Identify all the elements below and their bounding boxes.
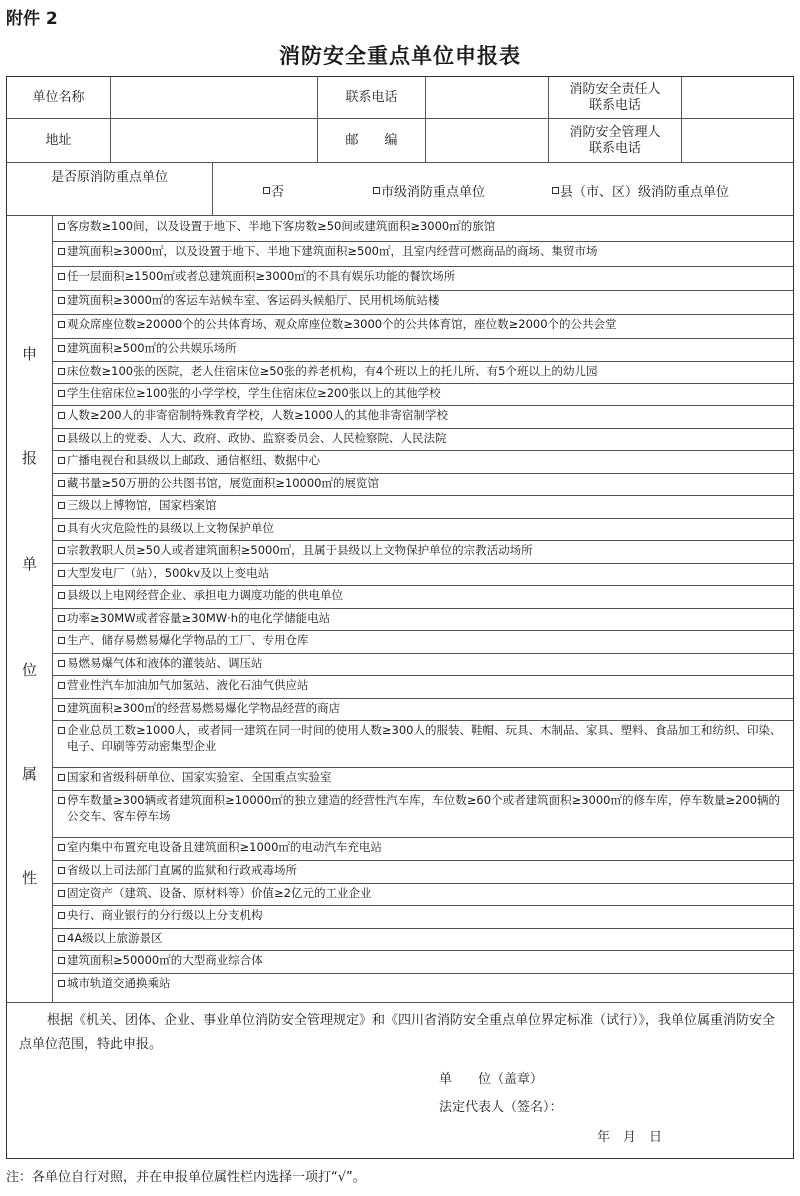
attribute-option[interactable] (58, 542, 787, 563)
attribute-option-label: 建筑面积≥3000㎡，以及设置于地下、半地下建筑面积≥500㎡，且室内经营可燃商品的商场、集贸市场 (67, 244, 598, 258)
phone-field[interactable] (426, 77, 548, 118)
attribute-option[interactable] (58, 975, 787, 1002)
checkbox-icon[interactable] (58, 890, 65, 897)
checkbox-icon[interactable] (58, 547, 65, 554)
checkbox-icon[interactable] (58, 273, 65, 280)
checkbox-icon[interactable] (58, 435, 65, 442)
attribute-option[interactable] (58, 520, 787, 540)
attribute-option-label: 学生住宿床位≥100张的小学学校，学生住宿床位≥200张以上的其他学校 (67, 386, 441, 400)
checkbox-icon[interactable] (58, 867, 65, 874)
checkbox-icon[interactable] (58, 912, 65, 919)
checkbox-icon[interactable] (58, 592, 65, 599)
responsible-person-label: 消防安全责任人 联系电话 (569, 81, 661, 113)
checkbox-icon[interactable] (58, 457, 65, 464)
side-char: 位 (21, 661, 37, 679)
attribute-option-label: 观众席座位数≥20000个的公共体育场、观众席座位数≥3000个的公共体育馆，座位数≥2000个的公共会堂 (67, 317, 617, 331)
address-field[interactable] (111, 119, 317, 162)
option-no[interactable] (263, 181, 284, 200)
option-city-level[interactable] (373, 181, 485, 200)
side-char: 性 (21, 869, 37, 887)
attribute-option-label: 大型发电厂（站），500kv及以上变电站 (67, 566, 270, 580)
attribute-option[interactable] (58, 632, 787, 653)
attribute-option[interactable] (58, 769, 787, 790)
option-county-level-label: 县（市、区）级消防重点单位 (560, 185, 730, 200)
checkbox-icon[interactable] (263, 187, 270, 194)
attribute-option[interactable] (58, 907, 787, 928)
attribute-option[interactable] (58, 587, 787, 608)
checkbox-icon[interactable] (58, 797, 65, 804)
footnote: 注：各单位自行对照，并在申报单位属性栏内选择一项打“√”。 (6, 1170, 366, 1185)
unit-name-field[interactable] (111, 77, 317, 118)
checkbox-icon[interactable] (58, 525, 65, 532)
attribute-option-label: 藏书量≥50万册的公共图书馆，展览面积≥10000㎡的展览馆 (67, 476, 379, 490)
postcode-label: 邮 编 (345, 132, 398, 148)
attribute-option-label: 省级以上司法部门直属的监狱和行政戒毒场所 (67, 863, 297, 877)
side-char: 单 (21, 555, 37, 573)
checkbox-icon[interactable] (58, 223, 65, 230)
attribute-option-label: 广播电视台和县级以上邮政、通信枢纽、数据中心 (67, 453, 320, 467)
option-county-level[interactable] (552, 181, 729, 200)
attribute-option[interactable] (58, 340, 787, 361)
checkbox-icon[interactable] (58, 297, 65, 304)
checkbox-icon[interactable] (58, 321, 65, 328)
side-char: 申 (21, 345, 37, 363)
side-char: 报 (21, 449, 37, 467)
checkbox-icon[interactable] (58, 727, 65, 734)
attribute-option[interactable] (58, 292, 787, 314)
attribute-option-label: 营业性汽车加油加气加氢站、液化石油气供应站 (67, 678, 309, 692)
attribute-option-label: 建筑面积≥3000㎡的客运车站候车室、客运码头候船厅、民用机场航站楼 (67, 293, 440, 307)
checkbox-icon[interactable] (58, 660, 65, 667)
option-no-label: 否 (271, 185, 285, 200)
declaration-form (6, 76, 794, 1159)
attribute-option-label: 央行、商业银行的分行级以上分支机构 (67, 908, 263, 922)
checkbox-icon[interactable] (58, 637, 65, 644)
original-key-unit-question: 是否原消防重点单位 (50, 170, 168, 185)
checkbox-icon[interactable] (58, 480, 65, 487)
attribute-option-label: 停车数量≥300辆或者建筑面积≥10000㎡的独立建造的经营性汽车库，车位数≥60个或者建筑面积≥3000㎡的修车库，停车数量≥200辆的公交车、客车停车场 (67, 793, 781, 823)
declaration-text: 根据《机关、团体、企业、事业单位消防安全管理规定》和《四川省消防安全重点单位界定标准（试行）》，我单位属重消防安全点单位范围，特此申报。 (19, 1013, 776, 1052)
attribute-option-label: 具有火灾危险性的县级以上文物保护单位 (67, 521, 274, 535)
attribute-option[interactable] (58, 722, 787, 767)
attribute-option[interactable] (58, 452, 787, 473)
side-char: 属 (21, 765, 37, 783)
checkbox-icon[interactable] (58, 980, 65, 987)
attribute-option-label: 床位数≥100张的医院，老人住宿床位≥50张的养老机构，有4个班以上的托儿所、有5个班以上的幼儿园 (67, 364, 598, 378)
attribute-option[interactable] (58, 316, 787, 338)
attribute-option-label: 功率≥30MW或者容量≥30MW·h的电化学储能电站 (67, 611, 331, 625)
attribute-option-label: 县级以上的党委、人大、政府、政协、监察委员会、人民检察院、人民法院 (67, 431, 447, 445)
attachment-label: 附件 2 (6, 9, 58, 29)
attribute-option[interactable] (58, 268, 787, 290)
attribute-option-label: 4A级以上旅游景区 (67, 931, 163, 945)
checkbox-icon[interactable] (58, 390, 65, 397)
checkbox-icon[interactable] (58, 615, 65, 622)
checkbox-icon[interactable] (58, 844, 65, 851)
checkbox-icon[interactable] (58, 412, 65, 419)
attribute-option-label: 室内集中布置充电设备且建筑面积≥1000㎡的电动汽车充电站 (67, 840, 382, 854)
attribute-option[interactable] (58, 218, 787, 241)
attribute-option-label: 国家和省级科研单位、国家实验室、全国重点实验室 (67, 770, 332, 784)
manager-phone-field[interactable] (682, 119, 792, 162)
attribute-option-label: 城市轨道交通换乘站 (67, 976, 171, 990)
checkbox-icon[interactable] (58, 502, 65, 509)
attribute-option[interactable] (58, 677, 787, 698)
checkbox-icon[interactable] (58, 570, 65, 577)
address-label: 地址 (45, 132, 72, 148)
attribute-option[interactable] (58, 700, 787, 720)
attribute-option[interactable] (58, 363, 787, 383)
date-label: 年 月 日 (597, 1130, 663, 1145)
legal-representative-label: 法定代表人（签名）： (439, 1100, 563, 1115)
attribute-option[interactable] (58, 885, 787, 905)
unit-seal-label: 单 位（盖章） (439, 1072, 544, 1087)
checkbox-icon[interactable] (58, 935, 65, 942)
checkbox-icon[interactable] (58, 345, 65, 352)
attribute-option[interactable] (58, 839, 787, 860)
attribute-option[interactable] (58, 497, 787, 518)
attribute-option-label: 三级以上博物馆，国家档案馆 (67, 498, 217, 512)
attribute-option-label: 县级以上电网经营企业、承担电力调度功能的供电单位 (67, 588, 343, 602)
attribute-option-label: 建筑面积≥300㎡的经营易燃易爆化学物品经营的商店 (67, 701, 341, 715)
checkbox-icon[interactable] (58, 705, 65, 712)
attribute-option-label: 建筑面积≥50000㎡的大型商业综合体 (67, 953, 263, 967)
attribute-option-label: 易燃易爆气体和液体的灌装站、调压站 (67, 656, 263, 670)
attribute-option[interactable] (58, 862, 787, 883)
checkbox-icon[interactable] (58, 774, 65, 781)
attribute-option[interactable] (58, 930, 787, 950)
checkbox-icon[interactable] (58, 957, 65, 964)
attribute-option[interactable] (58, 655, 787, 675)
checkbox-icon[interactable] (58, 248, 65, 255)
attribute-option[interactable] (58, 952, 787, 973)
attribute-option-label: 固定资产（建筑、设备、原材料等）价值≥2亿元的工业企业 (67, 886, 372, 900)
attribute-option[interactable] (58, 565, 787, 585)
checkbox-icon[interactable] (58, 368, 65, 375)
attribute-option-label: 企业总员工数≥1000人，或者同一建筑在同一时间的使用人数≥300人的服装、鞋帽、玩具、木制品、家具、塑料、食品加工和纺织、印染、电子、印刷等劳动密集型企业 (67, 723, 782, 753)
checkbox-icon[interactable] (552, 187, 559, 194)
phone-label: 联系电话 (345, 89, 398, 105)
responsible-person-phone-field[interactable] (682, 77, 792, 118)
checkbox-icon[interactable] (373, 187, 380, 194)
checkbox-icon[interactable] (58, 682, 65, 689)
attribute-option-label: 生产、储存易燃易爆化学物品的工厂、专用仓库 (67, 633, 309, 647)
attribute-option-label: 宗教教职人员≥50人或者建筑面积≥5000㎡，且属于县级以上文物保护单位的宗教活动场所 (67, 543, 533, 557)
postcode-field[interactable] (426, 119, 548, 162)
unit-name-label: 单位名称 (32, 89, 85, 105)
attribute-option-label: 人数≥200人的非寄宿制特殊教育学校，人数≥1000人的其他非寄宿制学校 (67, 408, 448, 422)
manager-label: 消防安全管理人 联系电话 (569, 124, 661, 156)
attribute-option[interactable] (58, 243, 787, 266)
attribute-option[interactable] (58, 475, 787, 495)
option-city-level-label: 市级消防重点单位 (381, 185, 486, 200)
form-title: 消防安全重点单位申报表 (279, 43, 521, 68)
attribute-side-label (7, 215, 52, 1002)
attribute-option[interactable] (58, 430, 787, 450)
attribute-option[interactable] (58, 792, 787, 837)
attribute-option-label: 任一层面积≥1500㎡或者总建筑面积≥3000㎡的不具有娱乐功能的餐饮场所 (67, 269, 456, 283)
attribute-option-label: 建筑面积≥500㎡的公共娱乐场所 (67, 341, 237, 355)
attribute-option-label: 客房数≥100间，以及设置于地下、半地下客房数≥50间或建筑面积≥3000㎡的旅馆 (67, 219, 496, 233)
attribute-option[interactable] (58, 407, 787, 428)
attribute-option[interactable] (58, 385, 787, 405)
attribute-option[interactable] (58, 610, 787, 630)
